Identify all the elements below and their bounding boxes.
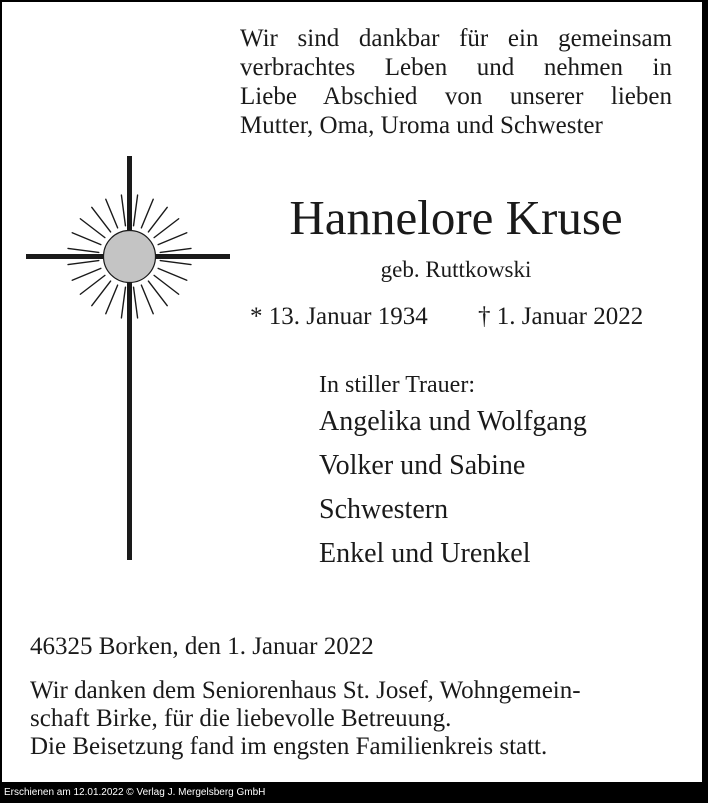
deceased-name: Hannelore Kruse bbox=[289, 190, 623, 245]
mourners-label: In stiller Trauer: bbox=[319, 372, 475, 398]
cross-with-sun-icon bbox=[26, 156, 230, 560]
sun-ray bbox=[92, 281, 111, 306]
mourner-item: Angelika und Wolfgang bbox=[319, 406, 587, 437]
sun-ray bbox=[106, 285, 118, 314]
sun-ray bbox=[154, 275, 179, 294]
mourners-list bbox=[319, 370, 699, 576]
sun-ray bbox=[160, 248, 191, 252]
intro-line: Mutter, Oma, Uroma und Schwester bbox=[240, 112, 603, 139]
mourner-item: Schwestern bbox=[319, 494, 449, 525]
sun-ray bbox=[148, 281, 167, 306]
sun-ray bbox=[121, 287, 125, 318]
intro-text bbox=[240, 24, 672, 140]
birth-name: geb. Ruttkowski bbox=[380, 257, 532, 282]
thanks-text bbox=[30, 677, 690, 761]
sun-ray bbox=[158, 233, 187, 245]
mourner-item: Volker und Sabine bbox=[319, 450, 526, 481]
sun-ray bbox=[106, 199, 118, 228]
intro-line: Wir sind dankbar für ein gemeinsam bbox=[240, 25, 672, 52]
sun-ray bbox=[68, 261, 99, 265]
thanks-line: schaft Birke, für die liebevolle Betreuung. bbox=[30, 705, 452, 732]
intro-line: verbrachtes Leben und nehmen in bbox=[240, 54, 672, 81]
birth-date: * 13. Januar 1934 bbox=[250, 303, 428, 330]
intro-line: Liebe Abschied von unserer lieben bbox=[240, 83, 672, 110]
sun-ray bbox=[154, 219, 179, 238]
thanks-line: Wir danken dem Seniorenhaus St. Josef, Wohngemein- bbox=[30, 677, 581, 704]
sun-ray bbox=[158, 268, 187, 280]
sun-ray bbox=[72, 233, 101, 245]
sun-ray bbox=[121, 195, 125, 226]
thanks-line: Die Beisetzung fand im engsten Familienkreis statt. bbox=[30, 733, 548, 760]
sun-ray bbox=[134, 195, 138, 226]
sun-ray bbox=[80, 275, 105, 294]
sun-ray bbox=[92, 207, 111, 232]
obituary-notice bbox=[2, 2, 702, 782]
sun-ray bbox=[80, 219, 105, 238]
sun-ray bbox=[68, 248, 99, 252]
sun-ray bbox=[160, 261, 191, 265]
sun-ray bbox=[148, 207, 167, 232]
life-dates bbox=[250, 302, 670, 332]
place-date: 46325 Borken, den 1. Januar 2022 bbox=[30, 633, 374, 660]
mourner-item: Enkel und Urenkel bbox=[319, 538, 531, 569]
sun-ray bbox=[134, 287, 138, 318]
publication-footer: Erschienen am 12.01.2022 © Verlag J. Mergelsberg GmbH bbox=[4, 787, 266, 798]
sun-ray bbox=[141, 199, 153, 228]
sun-ray bbox=[141, 285, 153, 314]
sun-ray bbox=[72, 268, 101, 280]
death-date: † 1. Januar 2022 bbox=[478, 303, 644, 330]
